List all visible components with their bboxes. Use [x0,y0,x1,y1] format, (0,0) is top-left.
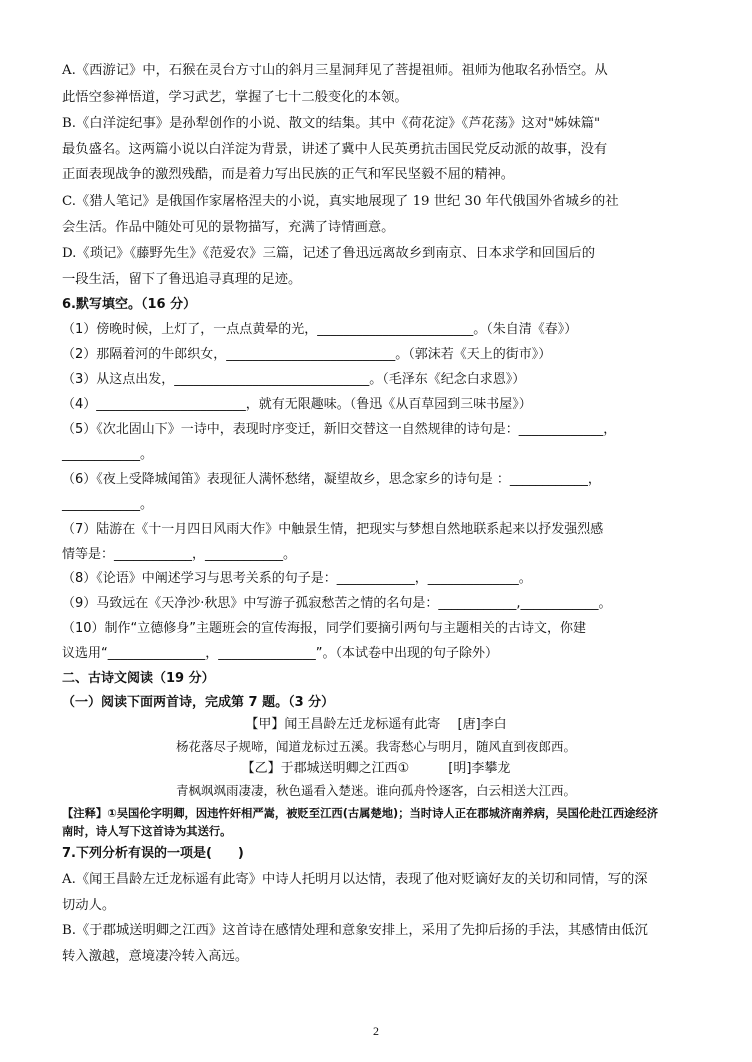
q6-item-7-line2: 情等是：____________，____________。 [62,547,297,562]
q7-option-a-line2: 切动人。 [62,898,116,913]
q6-item-10-line1: （10）制作“立德修身”主题班会的宣传海报，同学们要摘引两句与主题相关的古诗文，你建 [62,621,587,636]
q6-item-8: （8）《论语》中阐述学习与思考关系的句子是：____________，______________。 [62,571,532,586]
q6-item-3: （3）从这点出发，______________________________。（毛泽东《纪念白求恩》） [62,372,526,387]
annotation-line1: 【注释】①吴国伦字明卿，因违忤奸相严嵩，被贬至江西(古属楚地)；当时诗人正在郡城济南养病，吴国伦赴江西途经济 [62,807,659,820]
q6-item-9: （9）马致远在《天净沙·秋思》中写游子孤寂愁苦之情的名句是：____________,____________。 [62,596,612,611]
poem-b-text: 青枫飒飒雨凄凄，秋色遥看入楚迷。谁向孤舟怜逐客，白云相送大江西。 [175,783,576,798]
option-a-line1: A.《西游记》中，石猴在灵台方寸山的斜月三星洞拜见了菩提祖师。祖师为他取名孙悟空。从 [62,63,608,78]
q6-item-1: （1）傍晚时候，上灯了，一点点黄晕的光，________________________。（朱自清《春》） [62,322,578,337]
q6-item-6-line2: ____________。 [62,497,154,512]
section-2-heading: 二、古诗文阅读（19 分） [62,671,215,686]
q6-item-7-line1: （7）陆游在《十一月四日风雨大作》中触景生情，把现实与梦想自然地联系起来以抒发强烈感 [62,522,604,537]
option-b-line1: B.《白洋淀纪事》是孙犁创作的小说、散文的结集。其中《荷花淀》《芦花荡》这对"姊妹篇" [62,116,601,131]
q6-item-10-line2: 议选用“_______________，_______________”。（本试卷中出现的句子除外） [62,646,498,661]
annotation-line2: 南时，诗人写下这首诗为其送行。 [62,825,232,838]
option-b-line2: 最负盛名。这两篇小说以白洋淀为背景，讲述了冀中人民英勇抗击国民党反动派的故事，没有 [62,142,608,157]
poem-a-text: 杨花落尽子规啼，闻道龙标过五溪。我寄愁心与明月，随风直到夜郎西。 [175,739,576,754]
q7-option-b-line2: 转入激越，意境凄冷转入高远。 [62,949,249,964]
question-7-heading: 7.下列分析有误的一项是( ) [62,846,244,861]
option-c-line2: 会生活。作品中随处可见的景物描写，充满了诗情画意。 [62,220,395,235]
question-6-heading: 6.默写填空。（16 分） [62,297,197,312]
q7-option-a-line1: A.《闻王昌龄左迁龙标遥有此寄》中诗人托明月以达情，表现了他对贬谪好友的关切和同情，写的深 [62,872,648,887]
option-d-line2: 一段生活，留下了鲁迅追寻真理的足迹。 [62,272,302,287]
option-c-line1: C.《猎人笔记》是俄国作家屠格涅夫的小说，真实地展现了 19 世纪 30 年代俄国外省城乡的社 [62,194,619,209]
poem-a-title: 【甲】闻王昌龄左迁龙标遥有此寄 [唐]李白 [245,717,507,732]
q6-item-2: （2）那隔着河的牛郎织女，__________________________。（郭沫若《天上的街市》） [62,347,552,362]
q6-item-5-line1: （5）《次北固山下》一诗中，表现时序变迁，新旧交替这一自然规律的诗句是：_____________， [62,422,617,437]
option-d-line1: D.《琐记》《藤野先生》《范爱农》三篇，记述了鲁迅远离故乡到南京、日本求学和回国后的 [62,246,595,261]
subsection-1-heading: （一）阅读下面两首诗，完成第 7 题。（3 分） [62,695,335,710]
q6-item-4: （4）_______________________，就有无限趣味。（鲁迅《从百草园到三味书屋》） [62,397,532,412]
page-number: 2 [373,1024,379,1038]
q6-item-6-line1: （6）《夜上受降城闻笛》表现征人满怀愁绪，凝望故乡，思念家乡的诗句是 ：____________， [62,472,601,487]
option-a-line2: 此悟空参禅悟道，学习武艺，掌握了七十二般变化的本领。 [62,90,408,105]
q7-option-b-line1: B.《于郡城送明卿之江西》这首诗在感情处理和意象安排上，采用了先抑后扬的手法，其感情由低沉 [62,923,648,938]
poem-b-title: 【乙】于郡城送明卿之江西① [明]李攀龙 [241,761,511,776]
q6-item-5-line2: ____________。 [62,447,154,462]
option-b-line3: 正面表现战争的激烈残酷，而是着力写出民族的正气和军民坚毅不屈的精神。 [62,167,515,182]
